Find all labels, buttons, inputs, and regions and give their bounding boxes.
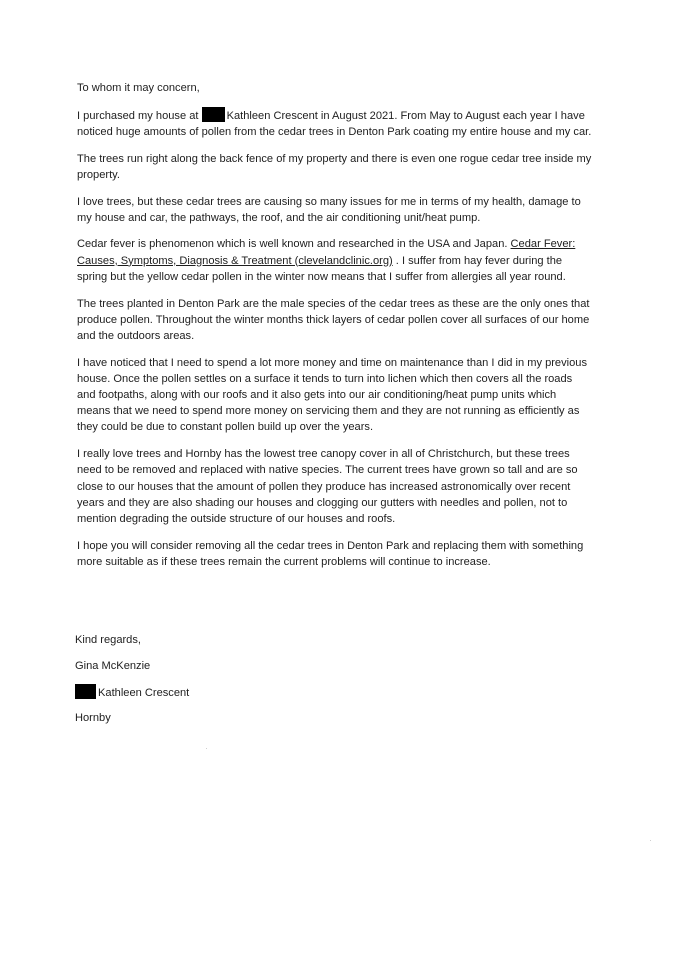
redacted-house-number — [202, 107, 225, 122]
sender-address — [75, 684, 189, 710]
signature-block — [75, 632, 189, 736]
paragraph-purchase-intro: I purchased my house at — [77, 109, 199, 122]
paragraph-request: I hope you will consider removing all the cedar trees in Denton Park and replacing them with something more suitable as if these trees remain the current problems will continue to increase. — [77, 539, 584, 568]
cedar-fever-link[interactable]: Cedar Fever: Causes, Symptoms, Diagnosis & Treatment (clevelandclinic.org) — [77, 238, 576, 267]
scan-speck — [206, 748, 207, 749]
paragraph-cedar-fever — [77, 236, 592, 285]
scan-speck — [650, 840, 651, 841]
paragraph-cedar-fever-intro: Cedar fever is phenomenon which is well known and researched in the USA and Japan. — [77, 238, 508, 251]
paragraph-purchase — [77, 107, 592, 140]
paragraph-fence: The trees run right along the back fence of my property and there is even one rogue cedar tree inside my property. — [77, 152, 592, 181]
paragraph-maintenance: I have noticed that I need to spend a lot more money and time on maintenance than I did in my previous house. Once the pollen settles on a surface it tends to turn into lichen which then covers all the roads and footpaths, along with our roofs and it also gets into our air conditioning/heat pump units which means that we need to spend more money on servicing them and they are not running as efficiently as they could be due to constant pollen build up over the years. — [77, 356, 588, 434]
salutation: To whom it may concern, — [77, 82, 200, 94]
paragraph-canopy: I really love trees and Hornby has the lowest tree canopy cover in all of Christchurch, but these trees need to be removed and replaced with native species. The current trees have grown so tall and are so close to our houses that the amount of pollen they produce has increased astronomically over recent years and they are also shading our houses and clogging our gutters with needles and pollen, not to mention degrading the outside structure of our houses and roofs. — [77, 448, 578, 525]
sign-off: Kind regards, — [75, 634, 141, 646]
paragraph-issues: I love trees, but these cedar trees are causing so many issues for me in terms of my health, damage to my house and car, the pathways, the roof, and the air conditioning unit/heat pump. — [77, 195, 581, 224]
redacted-address-number — [75, 684, 96, 699]
letter-body — [77, 80, 592, 581]
sender-suburb: Hornby — [75, 712, 111, 724]
sender-street: Kathleen Crescent — [98, 687, 190, 699]
paragraph-cedar-fever-rest: . I suffer from hay fever during the spring but the yellow cedar pollen in the winter now means that I suffer from allergies all year round. — [77, 254, 566, 283]
paragraph-male-species: The trees planted in Denton Park are the male species of the cedar trees as these are the only ones that produce pollen. Throughout the winter months thick layers of cedar pollen cover all surfaces of our home and the outdoors areas. — [77, 297, 590, 342]
paragraph-purchase-rest: Kathleen Crescent in August 2021. From May to August each year I have noticed huge amounts of pollen from the cedar trees in Denton Park coating my entire house and my car. — [77, 109, 592, 138]
sender-name: Gina McKenzie — [75, 660, 151, 672]
